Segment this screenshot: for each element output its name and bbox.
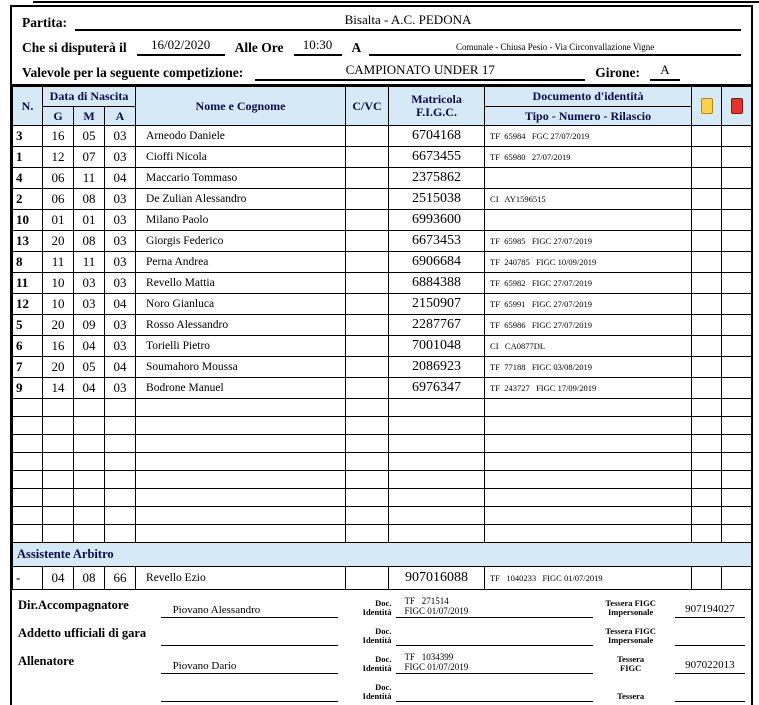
player-row (13, 378, 752, 399)
matricola-label-line2: F.I.G.C. (416, 105, 457, 119)
official-document (396, 625, 592, 646)
partita-value: Bisalta - A.C. PEDONA (75, 12, 741, 31)
player-row (13, 147, 752, 168)
official-role-label: Allenatore (18, 654, 75, 668)
red-card-cell (722, 189, 752, 210)
birth-day: 11 (43, 252, 74, 273)
player-matricola: 2086923 (389, 357, 485, 378)
player-matricola: 6993600 (389, 210, 485, 231)
empty-player-row (13, 417, 752, 435)
competition-value: CAMPIONATO UNDER 17 (255, 62, 585, 81)
player-matricola: 2287767 (389, 315, 485, 336)
player-number: 10 (13, 210, 43, 231)
col-header-red-card (722, 87, 752, 126)
assistente-arbitro-label: Assistente Arbitro (13, 543, 752, 567)
official-name (161, 700, 338, 702)
assistant-cvc (346, 567, 389, 590)
player-document: TF 77188 FIGC 03/08/2019 (485, 357, 692, 378)
player-cvc (346, 336, 389, 357)
doc-identita-label: Doc. Identità (362, 654, 392, 673)
assistente-arbitro-band (13, 543, 752, 567)
birth-month: 09 (74, 315, 105, 336)
birth-day: 01 (43, 210, 74, 231)
red-card-cell (722, 315, 752, 336)
player-number: 8 (13, 252, 43, 273)
official-row (16, 646, 745, 674)
red-card-icon (731, 98, 743, 114)
birth-month: 03 (74, 273, 105, 294)
birth-day: 12 (43, 147, 74, 168)
birth-month: 05 (74, 357, 105, 378)
official-tessera-number: 907194027 (675, 603, 745, 618)
birth-day: 20 (43, 231, 74, 252)
red-card-cell (722, 567, 752, 590)
red-card-cell (722, 273, 752, 294)
player-row (13, 168, 752, 189)
player-number: 7 (13, 357, 43, 378)
red-card-cell (722, 294, 752, 315)
player-name: Revello Mattia (136, 273, 346, 294)
officials-section (12, 590, 751, 702)
birth-year: 04 (105, 294, 136, 315)
date-line (22, 37, 741, 56)
player-document: TF 65985 FIGC 27/07/2019 (485, 231, 692, 252)
roster-table (12, 86, 752, 590)
red-card-cell (722, 147, 752, 168)
girone-label: Girone: (595, 65, 640, 80)
birth-year: 03 (105, 126, 136, 147)
empty-player-row (13, 435, 752, 453)
form-frame (10, 5, 753, 705)
partita-line (22, 12, 741, 31)
player-cvc (346, 273, 389, 294)
player-document (485, 210, 692, 231)
col-header-birthdate: Data di Nascita (43, 87, 136, 107)
form-header (12, 7, 751, 86)
top-rule (33, 1, 759, 3)
assistant-referee-row (13, 567, 752, 590)
birth-day: 16 (43, 126, 74, 147)
player-cvc (346, 357, 389, 378)
player-name: Maccario Tommaso (136, 168, 346, 189)
player-matricola: 2375862 (389, 168, 485, 189)
assistant-birth-year: 66 (105, 567, 136, 590)
doc-identita-label: Doc. Identità (362, 626, 392, 645)
red-card-cell (722, 168, 752, 189)
yellow-card-cell (692, 357, 722, 378)
official-tessera-number (675, 631, 745, 646)
yellow-card-cell (692, 273, 722, 294)
official-tessera-number: 907022013 (675, 659, 745, 674)
red-card-cell (722, 210, 752, 231)
player-cvc (346, 168, 389, 189)
red-card-cell (722, 336, 752, 357)
official-document (396, 681, 592, 702)
player-cvc (346, 315, 389, 336)
player-row (13, 315, 752, 336)
assistant-name: Revello Ezio (136, 567, 346, 590)
yellow-card-cell (692, 210, 722, 231)
player-number: 6 (13, 336, 43, 357)
col-header-yellow-card (692, 87, 722, 126)
yellow-card-cell (692, 168, 722, 189)
empty-player-row (13, 471, 752, 489)
birth-month: 08 (74, 189, 105, 210)
birth-month: 11 (74, 252, 105, 273)
player-cvc (346, 210, 389, 231)
player-row (13, 252, 752, 273)
birth-month: 01 (74, 210, 105, 231)
player-name: Rosso Alessandro (136, 315, 346, 336)
player-matricola: 6704168 (389, 126, 485, 147)
yellow-card-cell (692, 315, 722, 336)
birth-year: 03 (105, 147, 136, 168)
col-header-number: N. (13, 87, 43, 126)
yellow-card-cell (692, 147, 722, 168)
birth-day: 20 (43, 315, 74, 336)
player-number: 3 (13, 126, 43, 147)
time-label: Alle Ore (234, 40, 284, 55)
birth-year: 03 (105, 231, 136, 252)
player-name: Soumahoro Moussa (136, 357, 346, 378)
player-row (13, 126, 752, 147)
birth-month: 11 (74, 168, 105, 189)
player-cvc (346, 147, 389, 168)
birth-month: 07 (74, 147, 105, 168)
player-row (13, 210, 752, 231)
tessera-figc-label: Tessera (617, 691, 645, 701)
birth-month: 04 (74, 378, 105, 399)
assistant-birth-month: 08 (74, 567, 105, 590)
yellow-card-cell (692, 189, 722, 210)
doc-identita-label: Doc. Identità (362, 598, 392, 617)
birth-day: 14 (43, 378, 74, 399)
red-card-cell (722, 231, 752, 252)
competition-label: Valevole per la seguente competizione: (22, 65, 244, 80)
player-number: 1 (13, 147, 43, 168)
birth-day: 06 (43, 189, 74, 210)
player-number: 9 (13, 378, 43, 399)
col-header-name: Nome e Cognome (136, 87, 346, 126)
col-header-month: M (74, 107, 105, 126)
official-row (16, 674, 745, 702)
player-name: Perna Andrea (136, 252, 346, 273)
player-document: TF 65984 FGC 27/07/2019 (485, 126, 692, 147)
empty-player-row (13, 525, 752, 543)
player-name: Milano Paolo (136, 210, 346, 231)
player-document: CI AY1596515 (485, 189, 692, 210)
col-header-document-sub: Tipo - Numero - Rilascio (485, 107, 692, 126)
col-header-document: Documento d'identità (485, 87, 692, 107)
red-card-cell (722, 357, 752, 378)
player-matricola: 2515038 (389, 189, 485, 210)
player-row (13, 357, 752, 378)
col-header-day: G (43, 107, 74, 126)
player-row (13, 273, 752, 294)
player-document: TF 65991 FIGC 27/07/2019 (485, 294, 692, 315)
player-rows (13, 126, 752, 590)
yellow-card-cell (692, 378, 722, 399)
empty-player-row (13, 453, 752, 471)
birth-day: 20 (43, 357, 74, 378)
yellow-card-icon (701, 98, 713, 114)
date-value: 16/02/2020 (137, 37, 225, 56)
birth-year: 04 (105, 168, 136, 189)
birth-month: 08 (74, 231, 105, 252)
yellow-card-cell (692, 126, 722, 147)
assistant-document: TF 1040233 FIGC 01/07/2019 (485, 567, 692, 590)
player-document: TF 65986 FIGC 27/07/2019 (485, 315, 692, 336)
yellow-card-cell (692, 252, 722, 273)
player-cvc (346, 378, 389, 399)
assistant-birth-day: 04 (43, 567, 74, 590)
red-card-cell (722, 378, 752, 399)
player-matricola: 2150907 (389, 294, 485, 315)
player-matricola: 7001048 (389, 336, 485, 357)
date-label: Che si disputerà il (22, 40, 127, 55)
birth-day: 10 (43, 294, 74, 315)
player-name: De Zulian Alessandro (136, 189, 346, 210)
player-cvc (346, 294, 389, 315)
player-matricola: 6906684 (389, 252, 485, 273)
birth-day: 06 (43, 168, 74, 189)
col-header-year: A (105, 107, 136, 126)
birth-month: 05 (74, 126, 105, 147)
player-name: Noro Gianluca (136, 294, 346, 315)
yellow-card-cell (692, 231, 722, 252)
player-number: 5 (13, 315, 43, 336)
player-row (13, 294, 752, 315)
assistant-number: - (13, 567, 43, 590)
player-document (485, 168, 692, 189)
empty-player-row (13, 507, 752, 525)
player-cvc (346, 189, 389, 210)
player-matricola: 6884388 (389, 273, 485, 294)
birth-year: 03 (105, 315, 136, 336)
official-role-label: Dir.Accompagnatore (18, 598, 129, 612)
player-document: CI CA0877DL (485, 336, 692, 357)
partita-label: Partita: (22, 15, 67, 30)
player-document: TF 243727 FIGC 17/09/2019 (485, 378, 692, 399)
player-cvc (346, 126, 389, 147)
venue-value: Comunale - Chiusa Pesio - Via Circonvallazione Vigne (369, 41, 741, 56)
player-name: Arneodo Daniele (136, 126, 346, 147)
birth-month: 03 (74, 294, 105, 315)
birth-year: 04 (105, 357, 136, 378)
player-number: 12 (13, 294, 43, 315)
birth-day: 16 (43, 336, 74, 357)
player-name: Torielli Pietro (136, 336, 346, 357)
girone-value: A (650, 62, 680, 81)
col-header-cvc: C/VC (346, 87, 389, 126)
birth-year: 03 (105, 189, 136, 210)
birth-year: 03 (105, 273, 136, 294)
player-matricola: 6976347 (389, 378, 485, 399)
player-row (13, 231, 752, 252)
official-name: Piovano Alessandro (161, 604, 338, 618)
birth-month: 04 (74, 336, 105, 357)
tessera-figc-label: Tessera FIGC Impersonale (605, 598, 656, 617)
birth-day: 10 (43, 273, 74, 294)
official-document: TF 271514 FIGC 01/07/2019 (396, 597, 592, 618)
official-role-label (16, 697, 161, 702)
yellow-card-cell (692, 336, 722, 357)
birth-year: 03 (105, 378, 136, 399)
player-document: TF 240785 FIGC 10/09/2019 (485, 252, 692, 273)
player-matricola: 6673455 (389, 147, 485, 168)
player-matricola: 6673453 (389, 231, 485, 252)
matricola-label-line1: Matricola (411, 92, 462, 106)
red-card-cell (722, 252, 752, 273)
yellow-card-cell (692, 567, 722, 590)
birth-year: 03 (105, 210, 136, 231)
player-number: 2 (13, 189, 43, 210)
player-row (13, 189, 752, 210)
player-name: Cioffi Nicola (136, 147, 346, 168)
official-tessera-number (675, 687, 745, 702)
player-cvc (346, 252, 389, 273)
player-number: 11 (13, 273, 43, 294)
official-row (16, 618, 745, 646)
col-header-matricola (389, 87, 485, 126)
player-name: Giorgis Federico (136, 231, 346, 252)
player-row (13, 336, 752, 357)
doc-identita-label: Doc. Identità (362, 682, 392, 701)
empty-player-row (13, 399, 752, 417)
competition-line (22, 62, 741, 81)
at-label: A (351, 40, 362, 55)
official-role-label: Addetto ufficiali di gara (18, 626, 147, 640)
red-card-cell (722, 126, 752, 147)
official-row (16, 590, 745, 618)
player-name: Bodrone Manuel (136, 378, 346, 399)
tessera-figc-label: Tessera FIGC (617, 654, 645, 673)
yellow-card-cell (692, 294, 722, 315)
birth-year: 03 (105, 252, 136, 273)
player-document: TF 65980 27/07/2019 (485, 147, 692, 168)
player-cvc (346, 231, 389, 252)
official-document: TF 1034399 FIGC 01/07/2019 (396, 653, 592, 674)
empty-player-row (13, 489, 752, 507)
player-number: 13 (13, 231, 43, 252)
time-value: 10:30 (294, 37, 342, 56)
assistant-matricola: 907016088 (389, 567, 485, 590)
player-document: TF 65982 FIGC 27/07/2019 (485, 273, 692, 294)
official-name: Piovano Dario (161, 660, 338, 674)
tessera-figc-label: Tessera FIGC Impersonale (605, 626, 656, 645)
player-number: 4 (13, 168, 43, 189)
birth-year: 03 (105, 336, 136, 357)
official-name (161, 644, 338, 646)
